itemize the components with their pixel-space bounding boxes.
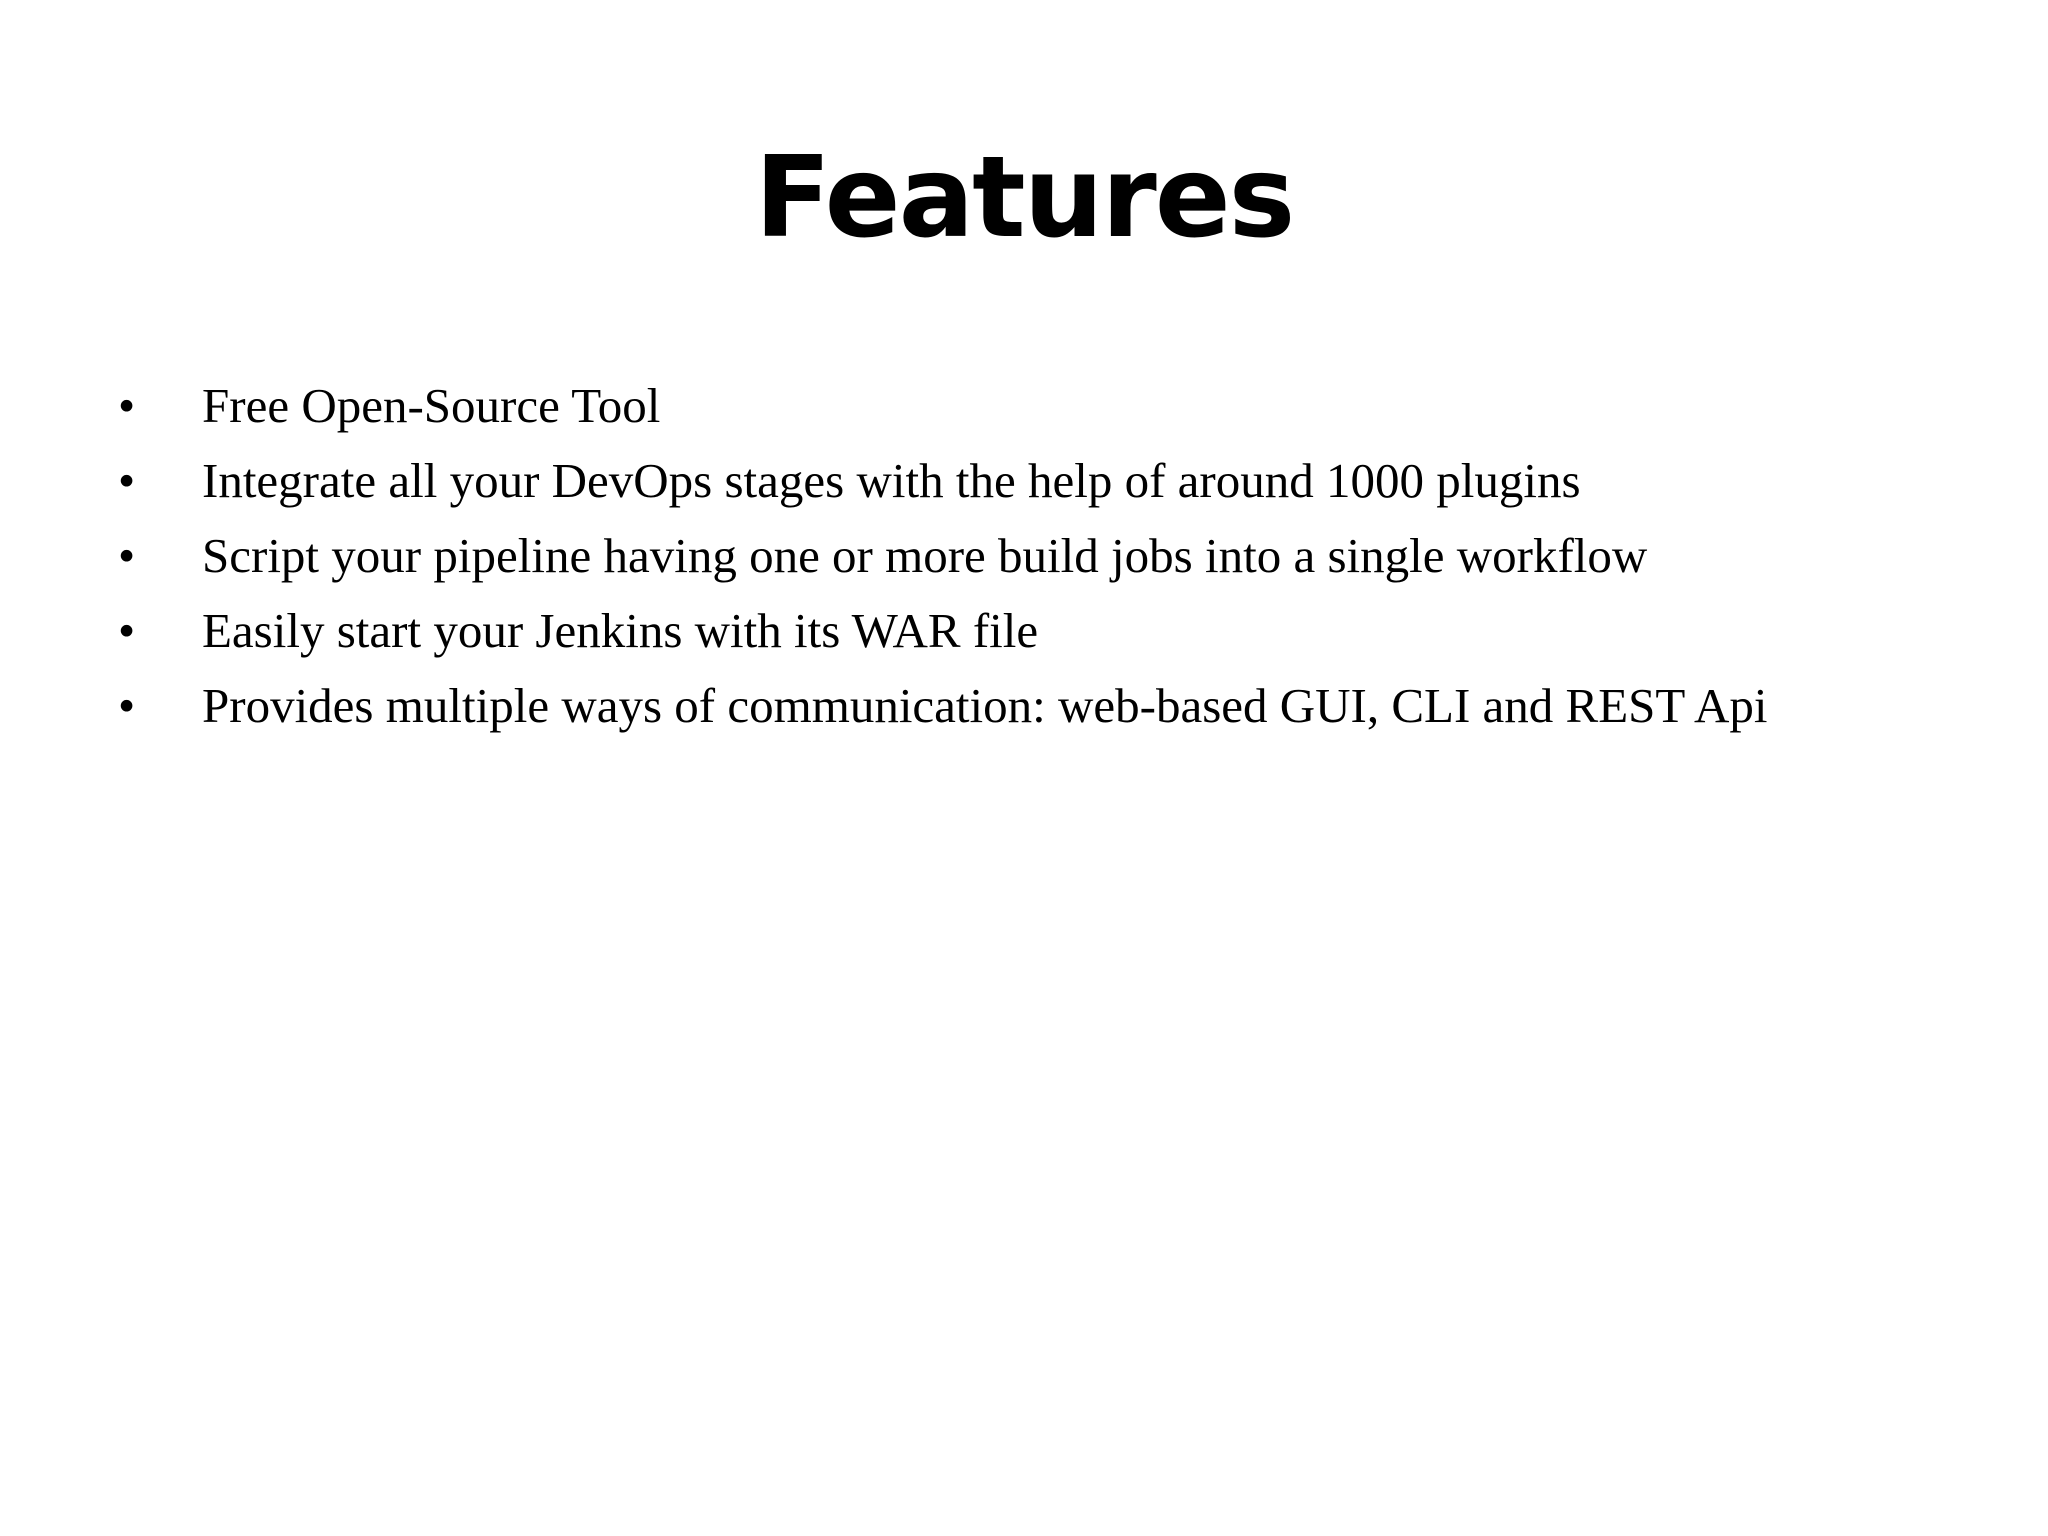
bullet-icon: • [118, 378, 136, 433]
list-item [118, 443, 1998, 518]
list-item [118, 518, 1998, 593]
bullet-text: Integrate all your DevOps stages with the help of around 1000 plugins [202, 453, 1581, 508]
list-item [118, 368, 1998, 443]
slide-title: Features [754, 133, 1294, 263]
bullet-icon: • [118, 603, 136, 658]
bullet-text: Provides multiple ways of communication: web-based GUI, CLI and REST Api [202, 678, 1768, 733]
bullet-icon: • [118, 453, 136, 508]
list-item [118, 668, 1998, 743]
bullet-icon: • [118, 528, 136, 583]
bullet-text: Script your pipeline having one or more build jobs into a single workflow [202, 528, 1648, 583]
bullet-text: Free Open-Source Tool [202, 378, 661, 433]
bullet-list [118, 368, 1998, 743]
list-item [118, 593, 1998, 668]
bullet-text: Easily start your Jenkins with its WAR file [202, 603, 1039, 658]
bullet-icon: • [118, 678, 136, 733]
